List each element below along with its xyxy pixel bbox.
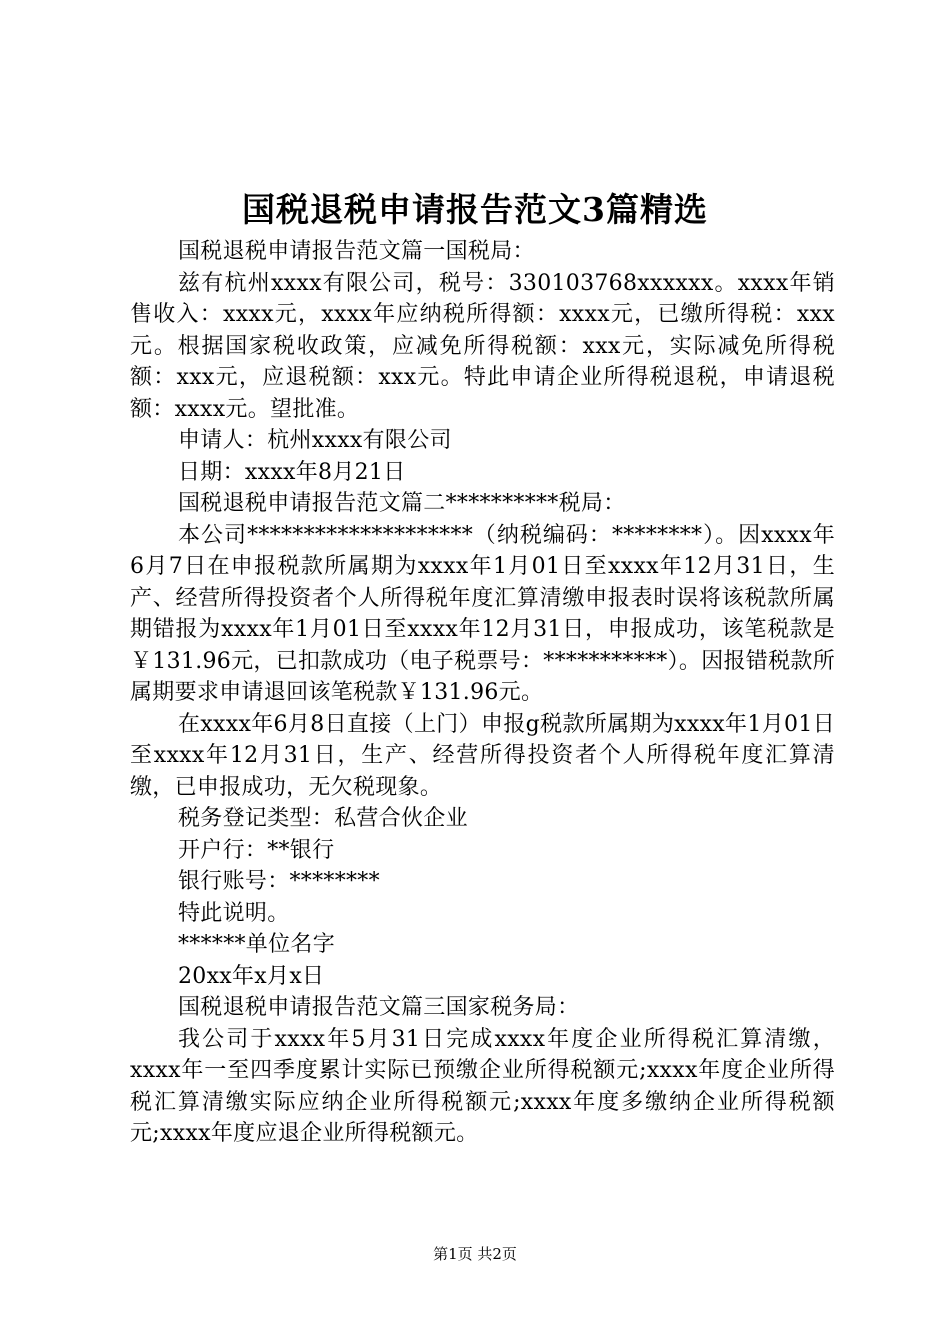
paragraph-13: 20xx年x月x日 bbox=[178, 963, 325, 989]
paragraph-7: 在xxxx年6月8日直接（上门）申报g税款所属期为xxxx年1月01日至xxxx年12月31日，生产、经营所得投资者个人所得税年度汇算清缴，已申报成功，无欠税现象。 bbox=[130, 711, 835, 800]
paragraph-11: 特此说明。 bbox=[178, 900, 290, 926]
paragraph-12: ******单位名字 bbox=[178, 932, 336, 957]
paragraph-6: 本公司********************（纳税编码：********）。因xxxx年6月7日在申报税款所属期为xxxx年1月01日至xxxx年12月31日，生产、经营所得投资者个人所得税年度汇算清缴申报表时误将该税款所属期错报为xxxx年1月01日至xxxx年12月31日，申报成功，该笔税款是￥131.96元，已扣款成功（电子税票号：***********）。因报错税款所属期要求申请退回该笔税款￥131.96元。 bbox=[130, 522, 835, 705]
paragraph-4: 日期：xxxx年8月21日 bbox=[178, 459, 406, 485]
document-body bbox=[130, 236, 835, 1150]
paragraph-5: 国税退税申请报告范文篇二**********税局： bbox=[178, 491, 626, 516]
paragraph-3: 申请人：杭州xxxx有限公司 bbox=[178, 428, 452, 453]
paragraph-1: 国税退税申请报告范文篇一国税局： bbox=[178, 239, 535, 264]
paragraph-10: 银行账号：******** bbox=[178, 869, 380, 894]
paragraph-14: 国税退税申请报告范文篇三国家税务局： bbox=[178, 995, 580, 1020]
paragraph-8: 税务登记类型：私营合伙企业 bbox=[178, 806, 468, 831]
paragraph-9: 开户行：**银行 bbox=[178, 837, 335, 863]
paragraph-15: 我公司于xxxx年5月31日完成xxxx年度企业所得税汇算清缴，xxxx年一至四季度累计实际已预缴企业所得税额元;xxxx年度企业所得税汇算清缴实际应纳企业所得税额元;xxxx年度多缴纳企业所得税额元;xxxx年度应退企业所得税额元。 bbox=[130, 1026, 835, 1146]
page-footer: 第1页 共2页 bbox=[433, 1245, 517, 1263]
paragraph-2: 兹有杭州xxxx有限公司，税号：330103768xxxxxx。xxxx年销售收入：xxxx元，xxxx年应纳税所得额：xxxx元，已缴所得税：xxx元。根据国家税收政策，应减免所得税额：xxx元，实际减免所得税额：xxx元，应退税额：xxx元。特此申请企业所得税退税，申请退税额：xxxx元。望批准。 bbox=[130, 270, 835, 422]
document-title: 国税退税申请报告范文3篇精选 bbox=[242, 190, 708, 229]
